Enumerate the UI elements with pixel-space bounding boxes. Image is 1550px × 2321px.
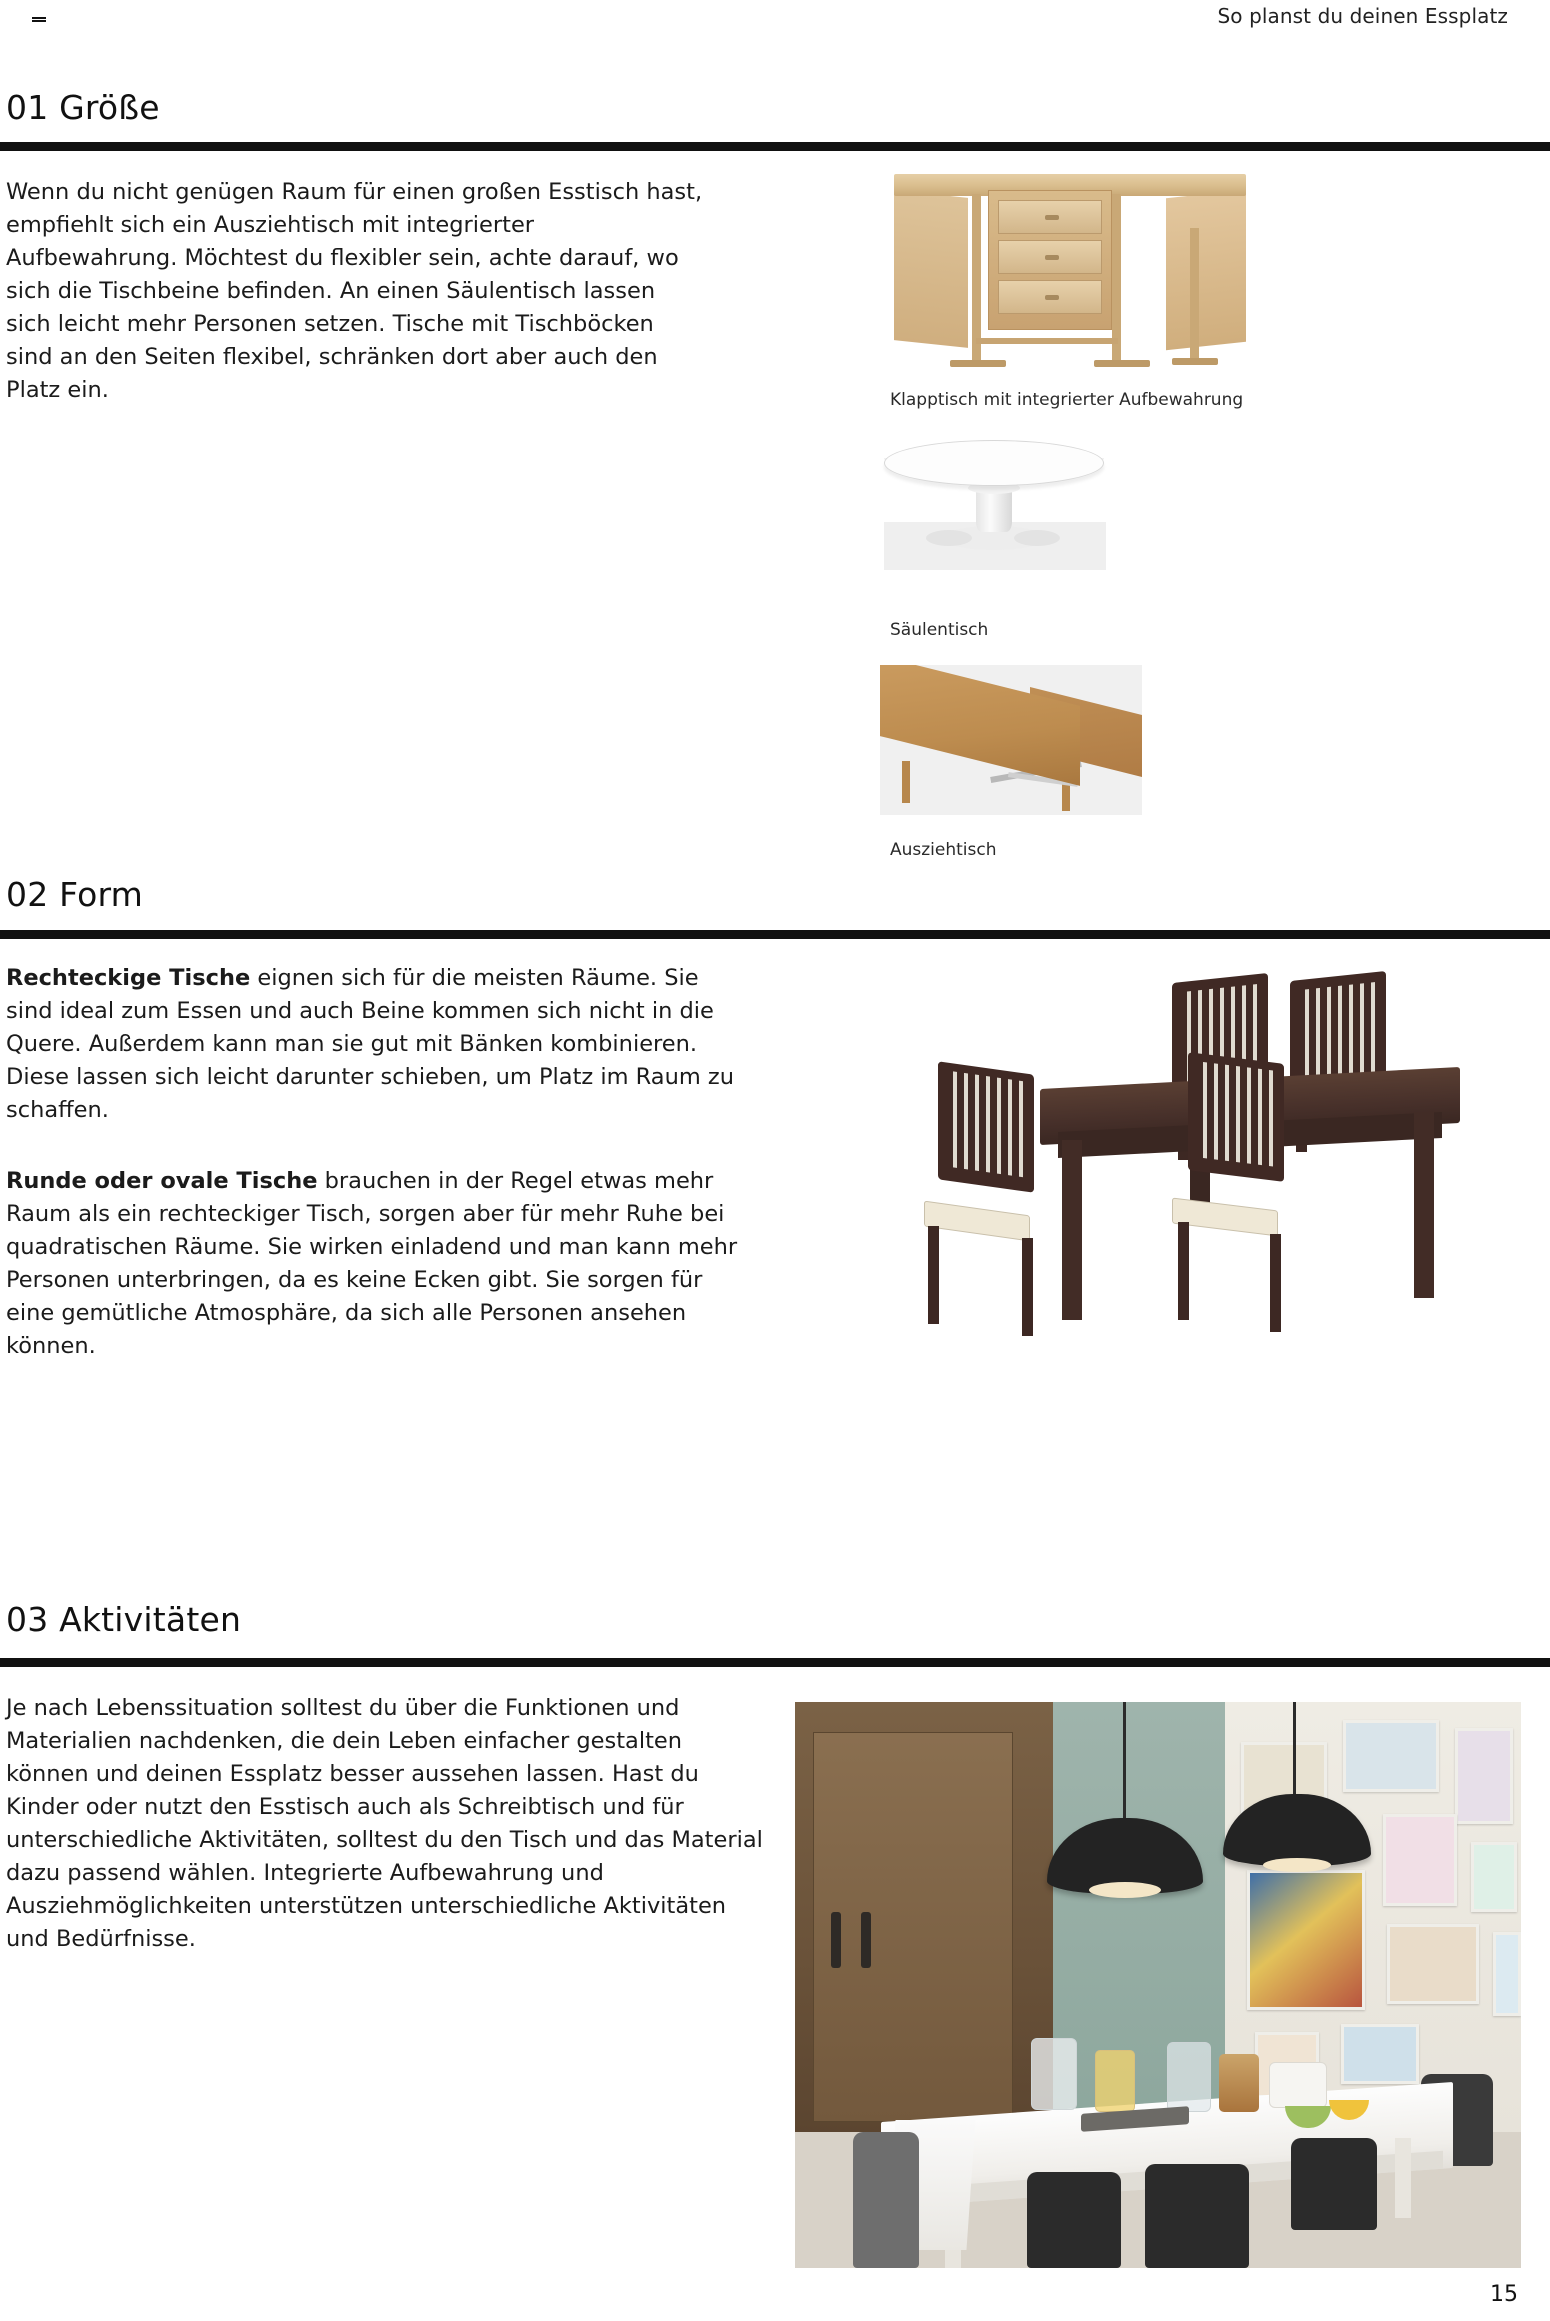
section-02-paragraph-2 [6,1165,746,1363]
figure-ausziehtisch [880,665,1142,815]
section-heading-01: 01 Größe [6,88,160,127]
section-rule-01-accent [0,142,800,151]
figure-esszimmer-foto [795,1702,1521,2268]
section-03-paragraph: Je nach Lebenssituation solltest du über die Funktionen und Materialien nachdenken, die dein Leben einfacher gestalten können und deinen Essplatz besser aussehen lassen. Hast du Kinder oder nutzt den Esstisch auch als Schreibtisch und für unterschiedliche Aktivitäten, solltest du den Tisch und das Material dazu passend wählen. Integrierte Aufbewahrung und Ausziehmöglichkeiten unterstützen unterschiedliche Aktivitäten und Bedürfnisse. [6,1695,763,1952]
document-header-title: So planst du deinen Essplatz [1217,4,1508,28]
page-header [0,0,1550,48]
figure-caption-saeulentisch: Säulentisch [890,620,989,640]
section-02-paragraph-1 [6,962,736,1127]
section-02-lead-2: Runde oder ovale Tische [6,1168,318,1194]
figure-caption-ausziehtisch: Ausziehtisch [890,840,997,860]
section-01-paragraph: Wenn du nicht genügen Raum für einen großen Esstisch hast, empfiehlt sich ein Ausziehtisch mit integrierter Aufbewahrung. Möchtest du flexibler sein, achte darauf, wo sich die Tischbeine befinden. An einen Säulentisch lassen sich leicht mehr Personen setzen. Tische mit Tischböcken sind an den Seiten flexibel, schränken dort aber auch den Platz ein. [6,179,703,403]
section-02-lead-1: Rechteckige Tische [6,965,251,991]
figure-esstisch-mit-stuehlen [890,960,1510,1430]
section-rule-03-accent [0,1658,800,1667]
figure-caption-klapptisch: Klapptisch mit integrierter Aufbewahrung [890,390,1244,410]
page-number: 15 [1490,2282,1518,2307]
section-heading-03: 03 Aktivitäten [6,1600,242,1639]
section-02-rest-1: eignen sich für die meisten Räume. Sie sind ideal zum Essen und auch Beine kommen sich nicht in die Quere. Außerdem kann man sie gut mit Bänken kombinieren. Diese lassen sich leicht darunter schieben, um Platz im Raum zu schaffen. [6,965,734,1123]
section-rule-02-accent [0,930,800,939]
ikea-logo-mark-icon [30,14,48,24]
section-02-rest-2: brauchen in der Regel etwas mehr Raum als ein rechteckiger Tisch, sorgen aber für mehr Ruhe bei quadratischen Räume. Sie wirken einladend und man kann mehr Personen unterbringen, da es keine Ecken gibt. Sie sorgen für eine gemütliche Atmosphäre, da sich alle Personen ansehen können. [6,1168,738,1359]
figure-klapptisch [880,168,1260,373]
section-heading-02: 02 Form [6,875,144,914]
figure-saeulentisch [880,430,1110,580]
